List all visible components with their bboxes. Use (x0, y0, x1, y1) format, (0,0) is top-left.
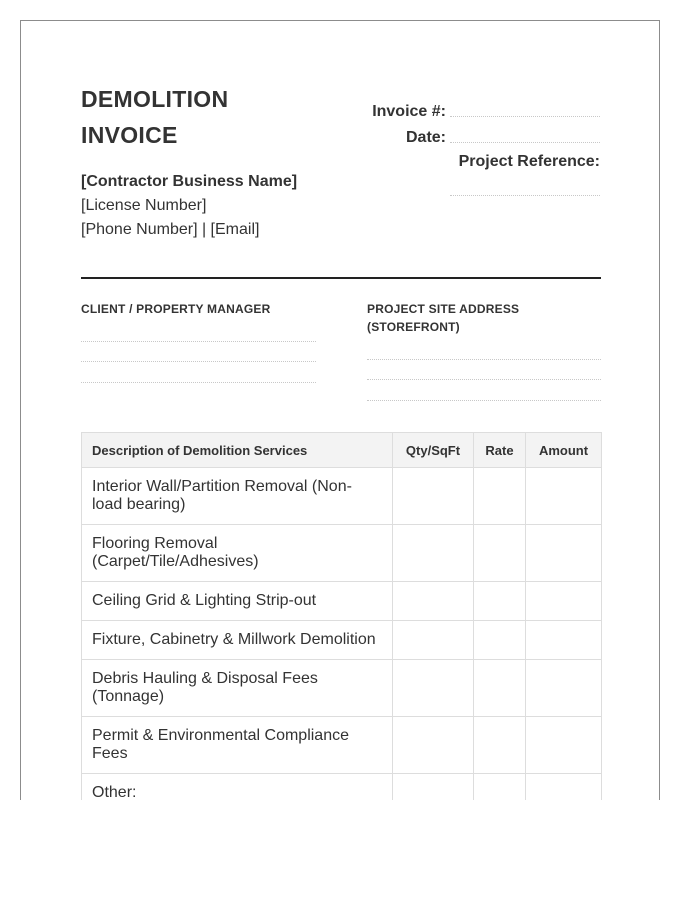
qty-cell[interactable] (393, 717, 474, 774)
invoice-meta (300, 101, 600, 153)
contractor-contact: [Phone Number] | [Email] (81, 221, 260, 238)
client-heading: CLIENT / PROPERTY MANAGER (81, 302, 271, 316)
rate-cell[interactable] (474, 717, 526, 774)
qty-cell[interactable] (393, 660, 474, 717)
date-field[interactable] (450, 142, 600, 143)
amount-cell[interactable] (526, 660, 602, 717)
service-description: Fixture, Cabinetry & Millwork Demolition (82, 621, 393, 660)
service-description: Flooring Removal (Carpet/Tile/Adhesives) (82, 525, 393, 582)
service-description: Other: (82, 774, 393, 801)
amount-cell[interactable] (526, 774, 602, 801)
project-reference-label: Project Reference: (458, 153, 600, 170)
qty-cell[interactable] (393, 468, 474, 525)
qty-cell[interactable] (393, 525, 474, 582)
title-line-1: DEMOLITION (81, 86, 229, 112)
qty-cell[interactable] (393, 582, 474, 621)
service-description: Debris Hauling & Disposal Fees (Tonnage) (82, 660, 393, 717)
qty-cell[interactable] (393, 621, 474, 660)
date-label: Date: (405, 129, 446, 146)
amount-cell[interactable] (526, 717, 602, 774)
column-header-description: Description of Demolition Services (82, 433, 393, 468)
table-header-row (82, 433, 602, 468)
amount-cell[interactable] (526, 582, 602, 621)
contractor-license-number: [License Number] (81, 197, 207, 214)
rate-cell[interactable] (474, 774, 526, 801)
rate-cell[interactable] (474, 621, 526, 660)
site-line-3[interactable] (367, 400, 601, 401)
table-row (82, 525, 602, 582)
invoice-number-label: Invoice #: (372, 103, 446, 120)
client-line-1[interactable] (81, 341, 316, 342)
table-row (82, 468, 602, 525)
date-row (300, 127, 600, 153)
client-line-3[interactable] (81, 382, 316, 383)
contractor-info (81, 170, 297, 242)
title-line-2: INVOICE (81, 122, 178, 148)
table-row (82, 660, 602, 717)
amount-cell[interactable] (526, 468, 602, 525)
amount-cell[interactable] (526, 525, 602, 582)
services-table (81, 432, 602, 800)
rate-cell[interactable] (474, 525, 526, 582)
service-description: Ceiling Grid & Lighting Strip-out (82, 582, 393, 621)
service-description: Permit & Environmental Compliance Fees (82, 717, 393, 774)
service-description: Interior Wall/Partition Removal (Non-load bearing) (82, 468, 393, 525)
invoice-sheet (20, 20, 660, 800)
qty-cell[interactable] (393, 774, 474, 801)
table-row (82, 774, 602, 801)
site-line-1[interactable] (367, 359, 601, 360)
document-title (81, 81, 321, 153)
rate-cell[interactable] (474, 660, 526, 717)
column-header-amount: Amount (526, 433, 602, 468)
column-header-qty: Qty/SqFt (393, 433, 474, 468)
rate-cell[interactable] (474, 468, 526, 525)
table-row (82, 582, 602, 621)
table-row (82, 621, 602, 660)
section-divider (81, 277, 601, 279)
contractor-business-name: [Contractor Business Name] (81, 173, 298, 190)
invoice-number-row (300, 101, 600, 127)
column-header-rate: Rate (474, 433, 526, 468)
rate-cell[interactable] (474, 582, 526, 621)
project-reference-field[interactable] (450, 195, 600, 196)
invoice-number-field[interactable] (450, 116, 600, 117)
client-line-2[interactable] (81, 361, 316, 362)
site-address-heading: PROJECT SITE ADDRESS (STOREFRONT) (367, 302, 520, 334)
amount-cell[interactable] (526, 621, 602, 660)
site-line-2[interactable] (367, 379, 601, 380)
table-row (82, 717, 602, 774)
